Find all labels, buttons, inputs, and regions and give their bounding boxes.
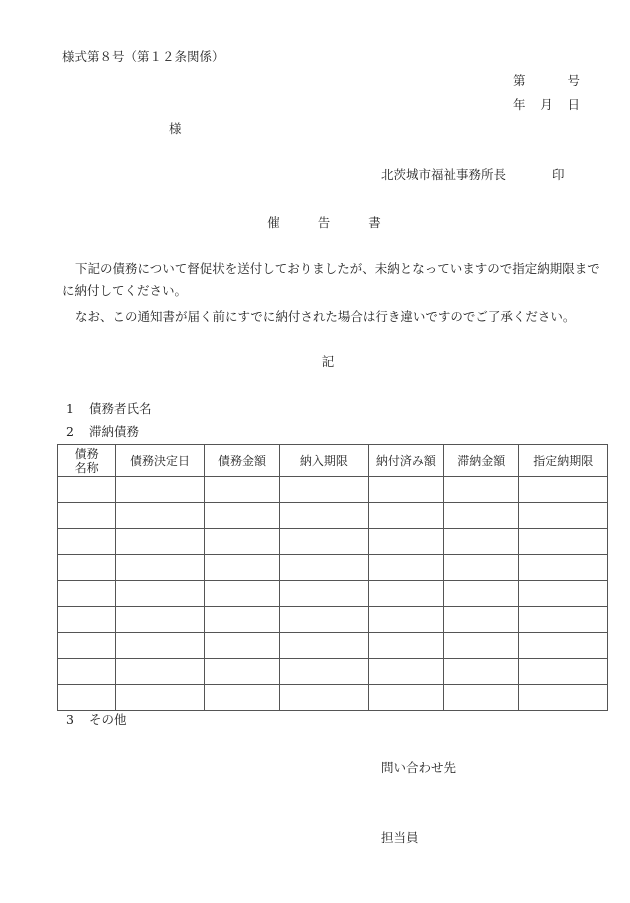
table-cell (368, 581, 443, 607)
table-cell (519, 555, 608, 581)
table-row (58, 659, 608, 685)
table-cell (280, 607, 368, 633)
inquiry-label: 問い合わせ先 (381, 760, 457, 775)
table-cell (58, 477, 116, 503)
header-line: 債務 (74, 446, 99, 461)
table-cell (116, 633, 204, 659)
table-cell (368, 607, 443, 633)
item-number: 1 (66, 401, 74, 416)
table-cell (58, 659, 116, 685)
table-cell (444, 581, 519, 607)
table-cell (116, 477, 204, 503)
table-cell (368, 503, 443, 529)
table-cell (58, 607, 116, 633)
item-number: 3 (66, 712, 74, 727)
table-cell (116, 607, 204, 633)
body-paragraph-2: なお、この通知書が届く前にすでに納付された場合は行き違いですのでご了承ください。 (75, 309, 576, 324)
table-row (58, 633, 608, 659)
table-cell (368, 529, 443, 555)
header-designated-due-date: 指定納期限 (519, 445, 608, 477)
addressee-honorific: 様 (169, 121, 182, 136)
overdue-debts-table (57, 444, 608, 711)
table-cell (444, 529, 519, 555)
table-cell (368, 659, 443, 685)
table-cell (444, 503, 519, 529)
table-cell (280, 633, 368, 659)
header-due-date: 納入期限 (280, 445, 368, 477)
table-cell (204, 581, 279, 607)
table-cell (280, 529, 368, 555)
table-cell (116, 555, 204, 581)
title-char: 書 (368, 215, 381, 230)
form-number-label: 様式第８号（第１２条関係） (62, 49, 225, 64)
document-title (0, 217, 630, 230)
table-cell (116, 581, 204, 607)
table-row (58, 477, 608, 503)
table-row (58, 503, 608, 529)
document-date (513, 99, 580, 112)
header-debt-name (58, 445, 116, 477)
item-label: 債務者氏名 (89, 401, 152, 416)
table-cell (116, 659, 204, 685)
table-cell (519, 503, 608, 529)
table-cell (116, 685, 204, 711)
table-cell (58, 685, 116, 711)
table-cell (58, 555, 116, 581)
table-cell (444, 607, 519, 633)
item-label: 滞納債務 (89, 424, 140, 439)
staff-label: 担当員 (381, 830, 419, 845)
table-cell (444, 659, 519, 685)
table-cell (116, 503, 204, 529)
document-number-prefix: 第 (513, 73, 526, 88)
table-cell (204, 529, 279, 555)
header-paid-amount: 納付済み額 (368, 445, 443, 477)
issuer-name: 北茨城市福祉事務所長 (381, 167, 507, 182)
table-cell (519, 633, 608, 659)
ki-heading: 記 (321, 354, 335, 369)
table-row (58, 607, 608, 633)
table-cell (368, 685, 443, 711)
item-overdue-debts (66, 426, 139, 439)
table-cell (280, 477, 368, 503)
table-cell (444, 477, 519, 503)
table-row (58, 685, 608, 711)
table-cell (204, 503, 279, 529)
table-cell (368, 555, 443, 581)
table-cell (444, 555, 519, 581)
header-debt-amount: 債務金額 (204, 445, 279, 477)
document-number-suffix: 号 (567, 73, 580, 88)
table-cell (368, 633, 443, 659)
table-cell (204, 607, 279, 633)
document-number (513, 75, 580, 88)
table-cell (204, 659, 279, 685)
item-label: その他 (89, 712, 127, 727)
table-cell (444, 633, 519, 659)
table-cell (204, 477, 279, 503)
table-cell (58, 633, 116, 659)
table-row (58, 529, 608, 555)
table-cell (58, 581, 116, 607)
table-cell (280, 659, 368, 685)
table-cell (519, 581, 608, 607)
table-cell (368, 477, 443, 503)
table-cell (58, 503, 116, 529)
date-month: 月 (540, 97, 553, 112)
body-paragraph-1: 下記の債務について督促状を送付しておりましたが、未納となっていますので指定納期限までに納付してください。 (62, 261, 600, 298)
table-cell (204, 555, 279, 581)
header-line: 名称 (74, 460, 99, 475)
table-cell (280, 581, 368, 607)
item-other (66, 714, 127, 727)
table-cell (204, 633, 279, 659)
table-cell (444, 685, 519, 711)
table-cell (280, 685, 368, 711)
date-year: 年 (513, 97, 526, 112)
seal-mark-icon: 印 (552, 167, 565, 182)
header-overdue-amount: 滞納金額 (444, 445, 519, 477)
table-row (58, 555, 608, 581)
table-cell (204, 685, 279, 711)
item-number: 2 (66, 424, 74, 439)
table-header-row (58, 445, 608, 477)
date-day: 日 (567, 97, 580, 112)
table-cell (116, 529, 204, 555)
title-char: 催 (267, 215, 280, 230)
table-cell (519, 659, 608, 685)
table-cell (519, 477, 608, 503)
table-row (58, 581, 608, 607)
table-cell (519, 685, 608, 711)
table-cell (280, 555, 368, 581)
table-cell (519, 607, 608, 633)
table-cell (280, 503, 368, 529)
title-char: 告 (317, 215, 331, 230)
table-cell (519, 529, 608, 555)
header-decision-date: 債務決定日 (116, 445, 204, 477)
table-cell (58, 529, 116, 555)
item-debtor-name (66, 403, 152, 416)
